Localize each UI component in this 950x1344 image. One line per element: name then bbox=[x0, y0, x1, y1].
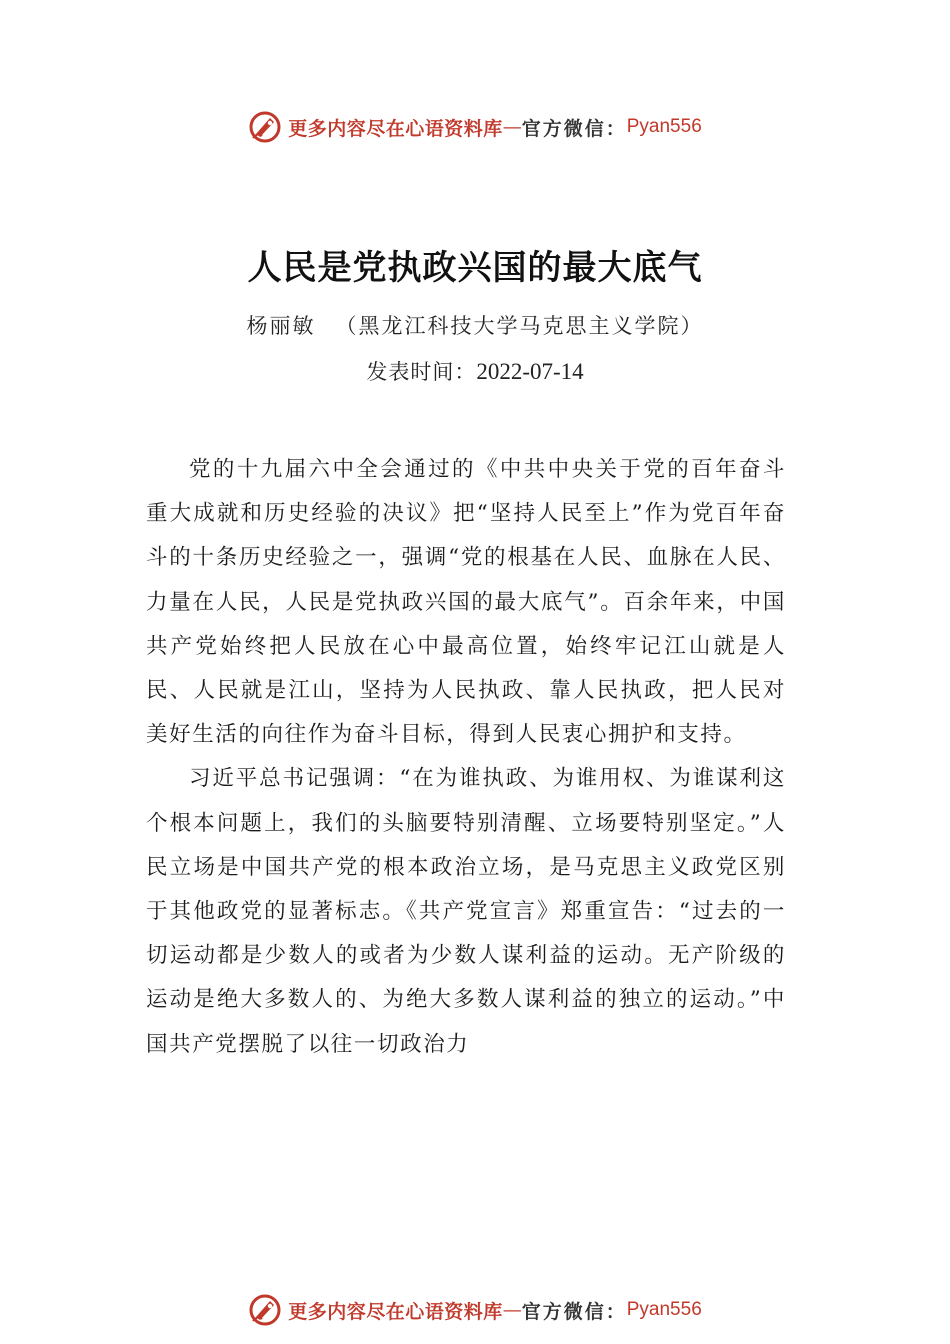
article-title: 人民是党执政兴国的最大底气 bbox=[247, 248, 703, 288]
watermark-separator: — bbox=[502, 116, 522, 138]
brand-logo-icon bbox=[248, 1293, 282, 1327]
watermark-wechat-label: 官方微信： bbox=[521, 117, 627, 140]
publish-date bbox=[0, 356, 950, 386]
body-paragraph: 党的十九届六中全会通过的《中共中央关于党的百年奋斗重大成就和历史经验的决议》把“坚持人民至上”作为党百年奋斗的十条历史经验之一，强调“党的根基在人民、血脉在人民、力量在人民，人民是党执政兴国的最大底气”。百余年来，中国共产党始终把人民放在心中最高位置，始终牢记江山就是人民、人民就是江山，坚持为人民执政、靠人民执政，把人民对美好生活的向往作为奋斗目标，得到人民衷心拥护和支持。 bbox=[146, 457, 786, 748]
article-byline bbox=[0, 310, 950, 340]
watermark-separator: — bbox=[502, 1299, 522, 1321]
watermark-text: 更多内容尽在心语资料库 bbox=[288, 117, 503, 140]
body-paragraph: 习近平总书记强调：“在为谁执政、为谁用权、为谁谋利这个根本问题上，我们的头脑要特别清醒、立场要特别坚定。”人民立场是中国共产党的根本政治立场，是马克思主义政党区别于其他政党的显著标志。《共产党宣言》郑重宣告：“过去的一切运动都是少数人的或者为少数人谋利益的运动。无产阶级的运动是绝大多数人的、为绝大多数人谋利益的独立的运动。”中国共产党摆脱了以往一切政治力 bbox=[146, 766, 786, 1057]
publish-date-label: 发表时间： bbox=[366, 360, 477, 384]
header-watermark bbox=[0, 107, 950, 147]
author-name: 杨丽敏 bbox=[246, 314, 316, 338]
watermark-wechat-id: Pyan556 bbox=[626, 1299, 702, 1320]
brand-logo-icon bbox=[248, 110, 282, 144]
watermark-text: 更多内容尽在心语资料库 bbox=[288, 1300, 503, 1323]
watermark-wechat-id: Pyan556 bbox=[626, 116, 702, 137]
footer-watermark bbox=[0, 1290, 950, 1330]
watermark-wechat-label: 官方微信： bbox=[521, 1300, 627, 1323]
publish-date-value: 2022-07-14 bbox=[476, 359, 584, 384]
author-affiliation: （黑龙江科技大学马克思主义学院） bbox=[335, 314, 704, 338]
article-body bbox=[146, 448, 786, 1067]
